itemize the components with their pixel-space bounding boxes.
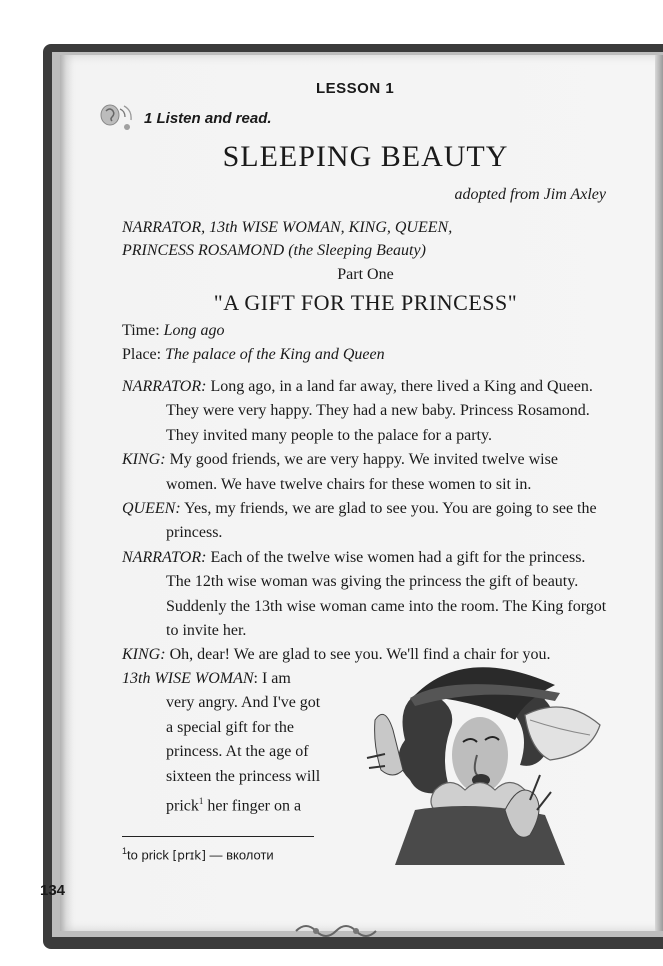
page-edge (655, 55, 663, 931)
footnote-mark: 1 (122, 846, 128, 856)
speech-line: a special gift for the (166, 718, 294, 736)
time-label: Time: (122, 322, 160, 339)
story-title: SLEEPING BEAUTY (222, 140, 509, 173)
speech: Each of the twelve wise women had a gift for the princess. The 12th wise woman was giving the princess the gift of beauty. Suddenly the 13th wise woman came into the room. The King forgot to invite her. (166, 548, 607, 640)
transcription: [prɪk] (172, 848, 206, 863)
speaker: 13th WISE WOMAN (122, 670, 254, 687)
dialogue-line (122, 448, 608, 497)
part-subtitle: "A GIFT FOR THE PRINCESS" (213, 290, 518, 315)
footnote-ref: 1 (198, 796, 204, 807)
speech: Long ago, in a land far away, there lived a King and Queen. They were very happy. They had a new baby. Princess Rosamond. They invited many people to the palace for a party. (166, 378, 593, 444)
speaker: KING: (122, 646, 166, 664)
speaker: NARRATOR: (122, 548, 207, 566)
time-value: Long ago (163, 322, 225, 339)
speaker: QUEEN: (122, 500, 181, 518)
dialogue (122, 375, 608, 668)
character-line: PRINCESS ROSAMOND (the Sleeping Beauty) (122, 242, 426, 259)
speech-line: sixteen the princess will (166, 767, 321, 785)
speech: Yes, my friends, we are glad to see you. You are going to see the princess. (166, 500, 597, 542)
part-label: Part One (337, 266, 394, 283)
dialogue-line (122, 375, 608, 448)
place-line (122, 346, 385, 364)
place-value: The palace of the King and Queen (165, 346, 385, 363)
speech-line: very angry. And I've got (166, 694, 321, 712)
speech-line-with-note (122, 789, 362, 819)
author-credit: adopted from Jim Axley (454, 186, 606, 203)
speaker: KING: (122, 451, 166, 469)
speech: My good friends, we are very happy. We invited twelve wise women. We have twelve chairs for these women to sit in. (165, 451, 558, 493)
speech-line: princess. At the age of (166, 743, 309, 761)
speech-word: her finger on a (203, 797, 302, 815)
ornament-icon (286, 918, 386, 944)
character-line: NARRATOR, 13th WISE WOMAN, KING, QUEEN, (122, 219, 453, 236)
witch-illustration (355, 660, 610, 865)
time-line (122, 322, 225, 340)
speech: Oh, dear! We are glad to see you. We'll find a chair for you. (165, 646, 551, 664)
footnote (122, 846, 274, 862)
speaker: NARRATOR: (122, 378, 207, 395)
speech-line: : I am (253, 670, 291, 687)
dialogue-line (122, 546, 608, 644)
wise-woman-speech (122, 667, 362, 819)
listen-ear-icon (98, 101, 138, 135)
character-list (122, 216, 452, 262)
footnote-divider (122, 836, 314, 837)
page-number: 134 (40, 882, 66, 899)
speech-word: prick (166, 797, 199, 815)
footnote-word: to prick (127, 847, 169, 863)
dialogue-line (122, 497, 608, 546)
lesson-heading: LESSON 1 (316, 80, 395, 97)
place-label: Place: (122, 346, 162, 363)
task-instruction: 1 Listen and read. (144, 110, 272, 127)
translation: — вколоти (205, 847, 274, 863)
